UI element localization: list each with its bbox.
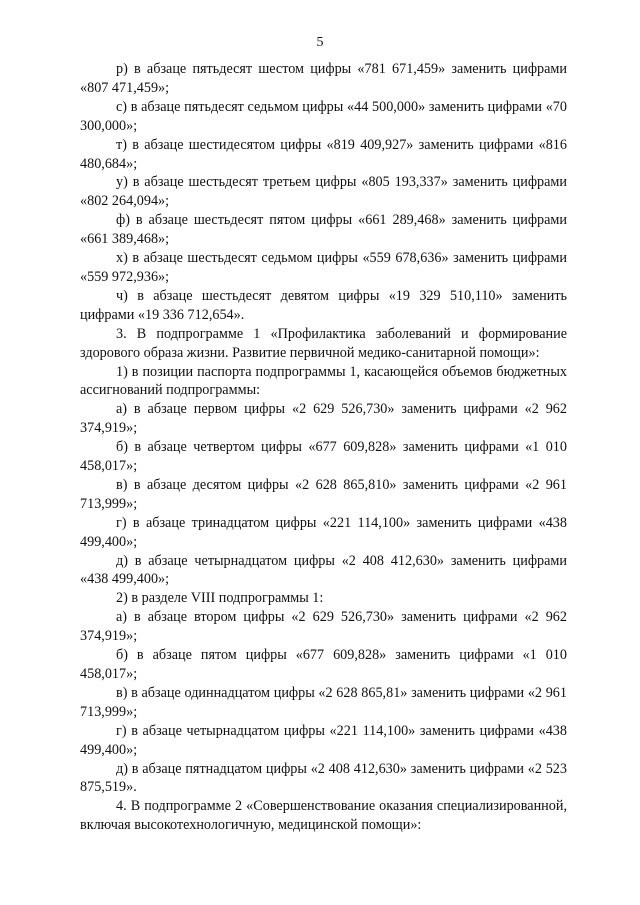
paragraph-t: т) в абзаце шестидесятом цифры «819 409,927» заменить цифрами «816 480,684»; [80, 136, 567, 172]
paragraph-r: р) в абзаце пятьдесят шестом цифры «781 671,459» заменить цифрами «807 471,459»; [80, 61, 567, 96]
paragraph-1-g: г) в абзаце тринадцатом цифры «221 114,100» заменить цифрами «438 499,400»; [80, 514, 567, 550]
document-body [80, 60, 567, 835]
item-2-section-viii: 2) в разделе VIII подпрограммы 1: [116, 590, 324, 607]
page-number: 5 [316, 35, 324, 50]
paragraph-u: у) в абзаце шестьдесят третьем цифры «805 193,337» заменить цифрами «802 264,094»; [80, 174, 567, 210]
paragraph-2-v: в) в абзаце одиннадцатом цифры «2 628 865,81» заменить цифрами «2 961 713,999»; [80, 684, 567, 720]
paragraph-2-d: д) в абзаце пятнадцатом цифры «2 408 412,630» заменить цифрами «2 523 875,519». [80, 760, 567, 796]
section-4-heading: 4. В подпрограмме 2 «Совершенствование оказания специализированной, включая высокотехнологичную, медицинской помощи»: [80, 798, 567, 834]
paragraph-f: ф) в абзаце шестьдесят пятом цифры «661 289,468» заменить цифрами «661 389,468»; [80, 212, 567, 248]
paragraph-ch: ч) в абзаце шестьдесят девятом цифры «19 329 510,110» заменить цифрами «19 336 712,654». [80, 287, 567, 323]
paragraph-1-a: а) в абзаце первом цифры «2 629 526,730» заменить цифрами «2 962 374,919»; [80, 401, 567, 437]
paragraph-1-v: в) в абзаце десятом цифры «2 628 865,810» заменить цифрами «2 961 713,999»; [80, 476, 567, 512]
paragraph-1-d: д) в абзаце четырнадцатом цифры «2 408 412,630» заменить цифрами «438 499,400»; [80, 552, 567, 588]
paragraph-1-b: б) в абзаце четвертом цифры «677 609,828» заменить цифрами «1 010 458,017»; [80, 439, 567, 475]
section-3-heading: 3. В подпрограмме 1 «Профилактика заболеваний и формирование здорового образа жизни. Развитие первичной медико-санитарной помощи»: [80, 325, 567, 361]
paragraph-2-a: а) в абзаце втором цифры «2 629 526,730» заменить цифрами «2 962 374,919»; [80, 609, 567, 645]
paragraph-kh: х) в абзаце шестьдесят седьмом цифры «559 678,636» заменить цифрами «559 972,936»; [80, 250, 567, 285]
paragraph-2-g: г) в абзаце четырнадцатом цифры «221 114,100» заменить цифрами «438 499,400»; [80, 722, 567, 758]
paragraph-s: с) в абзаце пятьдесят седьмом цифры «44 500,000» заменить цифрами «70 300,000»; [80, 98, 567, 134]
paragraph-2-b: б) в абзаце пятом цифры «677 609,828» заменить цифрами «1 010 458,017»; [80, 647, 567, 682]
item-1-passport-position: 1) в позиции паспорта подпрограммы 1, касающейся объемов бюджетных ассигнований подпрограммы: [80, 363, 567, 399]
